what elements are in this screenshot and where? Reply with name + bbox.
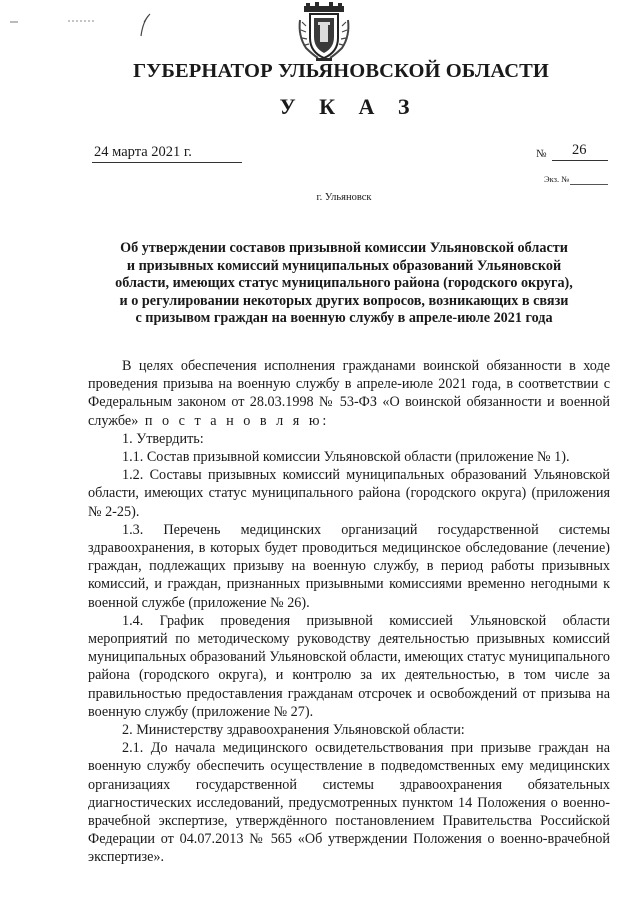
copy-label: Экз. № [544, 174, 570, 184]
subject-line: области, имеющих статус муниципального района (городского округа), [115, 275, 573, 291]
decree-subject [90, 240, 598, 328]
decree-title: У К А З [279, 94, 419, 119]
handwritten-mark [8, 18, 98, 38]
copy-underline [570, 184, 608, 185]
number-label: № [536, 148, 547, 160]
body-paragraph: 2.1. До начала медицинского освидетельствования при призыве граждан на военную службу обеспечить осуществление в подведомственных ему медицинских организациях государственной системы здравоохранения обязательных диагностических исследований, предусмотренных пунктом 14 Положения о военно-врачебной экспертизе, утверждённого постановлением Правительства Российской Федерации от 04.07.2013 № 565 «Об утверждении Положения о военно-врачебной экспертизе». [88, 740, 610, 866]
resolve-word: п о с т а н о в л я ю: [138, 412, 330, 429]
subject-line: и о регулировании некоторых других вопросов, возникающих в связи [119, 292, 569, 309]
subject-line: и призывных комиссий муниципальных образований Ульяновской [126, 257, 562, 274]
body-paragraph: 1. Утвердить: [122, 430, 204, 447]
governor-title: ГУБЕРНАТОР УЛЬЯНОВСКОЙ ОБЛАСТИ [133, 60, 549, 82]
body-paragraph: 1.2. Составы призывных комиссий муниципальных образований Ульяновской области, имеющих статус муниципального района (городского округа) (приложения № 2-25). [88, 467, 610, 520]
handwritten-mark [138, 12, 152, 38]
decree-body [88, 357, 610, 867]
number-underline [552, 160, 608, 161]
decree-number: 26 [572, 142, 587, 158]
intro-text: В целях обеспечения исполнения гражданами воинской обязанности в ходе проведения призыва на военную службу в апреле-июле 2021 года, в соответствии с Федеральным законом от 28.03.1998 № 53-ФЗ «О воинской обязанности и военной службе» [88, 358, 610, 429]
subject-line: Об утверждении составов призывной комиссии Ульяновской области [120, 240, 568, 256]
city: г. Ульяновск [316, 192, 372, 203]
coat-of-arms-icon [296, 2, 352, 62]
body-paragraph: 1.4. График проведения призывной комиссией Ульяновской области мероприятий по методическому руководству деятельностью призывных комиссий муниципальных образований Ульяновской области, имеющих статус муниципального района (городского округа), и контролю за их деятельностью, в том числе за правильностью предоставления гражданам отсрочек и освобождений от призыва на военную службу (приложение № 27). [88, 612, 610, 720]
body-paragraph: 1.1. Состав призывной комиссии Ульяновской области (приложение № 1). [122, 449, 570, 466]
body-paragraph: 1.3. Перечень медицинских организаций государственной системы здравоохранения, в которых будет проводиться медицинское обследование (лечение) граждан, подлежащих призыву на военную службу, в период работы призывных комиссий, и граждан, признанных призывными комиссиями временно негодными к военной службе (приложение № 26). [88, 521, 610, 611]
decree-date: 24 марта 2021 г. [94, 144, 192, 160]
body-paragraph [88, 357, 610, 430]
body-paragraph: 2. Министерству здравоохранения Ульяновской области: [122, 722, 465, 739]
subject-line: с призывом граждан на военную службу в апреле-июле 2021 года [135, 310, 553, 326]
date-underline [92, 162, 242, 163]
